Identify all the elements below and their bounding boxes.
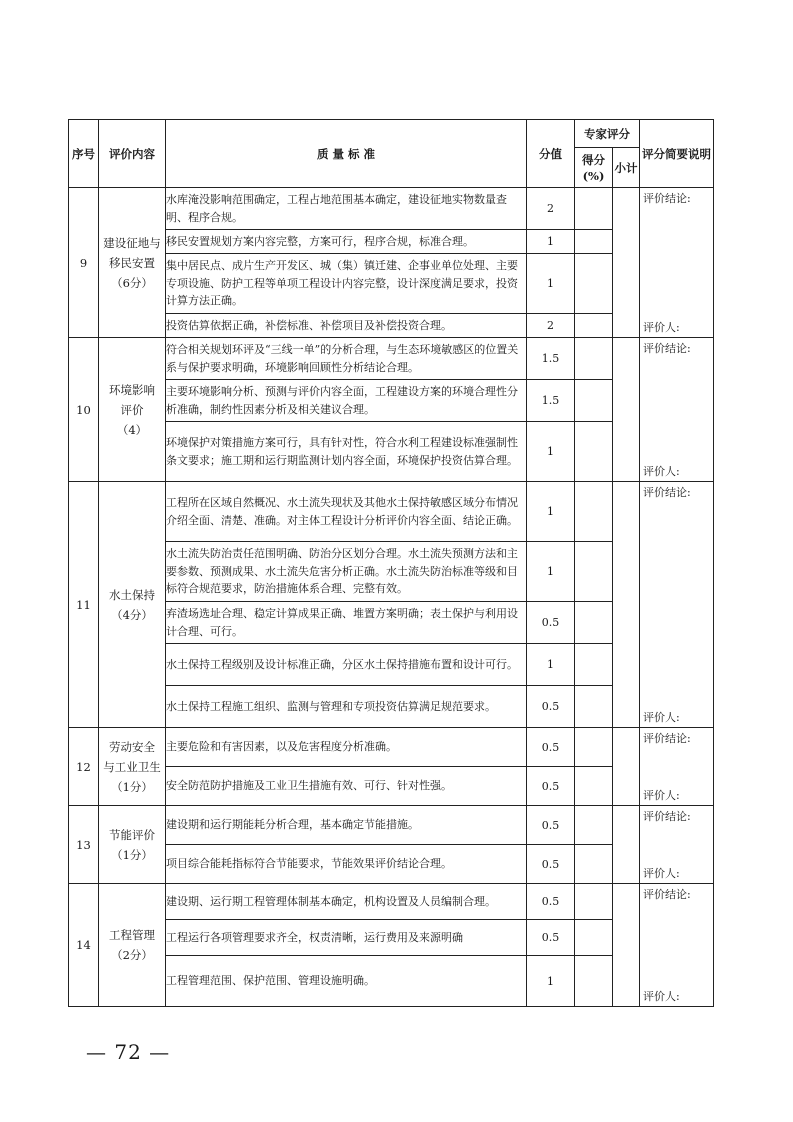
- seq-cell: 10: [69, 338, 99, 482]
- subtotal-input-cell[interactable]: [613, 806, 640, 884]
- content-title-line: （6分）: [111, 275, 153, 290]
- score-pct-input-cell[interactable]: [575, 956, 613, 1007]
- criterion-cell: 工程管理范围、保护范围、管理设施明确。: [166, 956, 527, 1007]
- points-cell: 0.5: [527, 686, 575, 728]
- conclusion-label: 评价结论:: [643, 732, 691, 745]
- remark-cell[interactable]: [640, 728, 714, 806]
- score-pct-input-cell[interactable]: [575, 845, 613, 884]
- header-remark: 评分简要说明: [640, 120, 714, 188]
- content-title-line: 劳动安全: [109, 739, 155, 754]
- score-pct-input-cell[interactable]: [575, 482, 613, 542]
- content-cell: [99, 884, 166, 1007]
- content-cell: [99, 806, 166, 884]
- criterion-cell: 移民安置规划方案内容完整，方案可行，程序合规，标准合理。: [166, 230, 527, 254]
- points-cell: 1: [527, 956, 575, 1007]
- score-pct-input-cell[interactable]: [575, 230, 613, 254]
- header-points: 分值: [527, 120, 575, 188]
- content-cell: [99, 728, 166, 806]
- seq-cell: 14: [69, 884, 99, 1007]
- criterion-cell: 水土保持工程级别及设计标准正确，分区水土保持措施布置和设计可行。: [166, 644, 527, 686]
- seq-cell: 9: [69, 188, 99, 338]
- seq-cell: 12: [69, 728, 99, 806]
- content-title-line: 建设征地与: [103, 235, 161, 250]
- points-cell: 1.5: [527, 380, 575, 422]
- conclusion-label: 评价结论:: [643, 888, 691, 901]
- seq-cell: 11: [69, 482, 99, 728]
- content-title-line: 环境影响: [109, 382, 155, 397]
- subtotal-input-cell[interactable]: [613, 728, 640, 806]
- score-pct-input-cell[interactable]: [575, 338, 613, 380]
- criterion-cell: 安全防范防护措施及工业卫生措施有效、可行、针对性强。: [166, 767, 527, 806]
- points-cell: 1: [527, 644, 575, 686]
- points-cell: 0.5: [527, 884, 575, 920]
- reviewer-label: 评价人:: [643, 465, 680, 478]
- conclusion-label: 评价结论:: [643, 486, 691, 499]
- remark-cell[interactable]: [640, 884, 714, 1007]
- score-pct-input-cell[interactable]: [575, 686, 613, 728]
- reviewer-label: 评价人:: [643, 321, 680, 334]
- points-cell: 0.5: [527, 806, 575, 845]
- table-row: [69, 188, 714, 230]
- points-cell: 1: [527, 542, 575, 602]
- header-standard: 质 量 标 准: [166, 120, 527, 188]
- remark-cell[interactable]: [640, 806, 714, 884]
- score-pct-input-cell[interactable]: [575, 884, 613, 920]
- conclusion-label: 评价结论:: [643, 192, 691, 205]
- points-cell: 1: [527, 230, 575, 254]
- score-pct-input-cell[interactable]: [575, 188, 613, 230]
- table-row: [69, 482, 714, 542]
- table-row: [69, 338, 714, 380]
- points-cell: 0.5: [527, 767, 575, 806]
- subtotal-input-cell[interactable]: [613, 482, 640, 728]
- points-cell: 0.5: [527, 728, 575, 767]
- points-cell: 0.5: [527, 845, 575, 884]
- reviewer-label: 评价人:: [643, 789, 680, 802]
- content-title-line: 节能评价: [109, 827, 155, 842]
- page-number: — 72 —: [86, 1040, 171, 1064]
- criterion-cell: 建设期和运行期能耗分析合理，基本确定节能措施。: [166, 806, 527, 845]
- content-title-line: 移民安置: [109, 255, 155, 270]
- criterion-cell: 工程运行各项管理要求齐全，权责清晰，运行费用及来源明确: [166, 920, 527, 956]
- content-title-line: （1分）: [111, 779, 153, 794]
- criterion-cell: 项目综合能耗指标符合节能要求，节能效果评价结论合理。: [166, 845, 527, 884]
- score-pct-input-cell[interactable]: [575, 422, 613, 482]
- conclusion-label: 评价结论:: [643, 810, 691, 823]
- points-cell: 1.5: [527, 338, 575, 380]
- score-pct-input-cell[interactable]: [575, 806, 613, 845]
- seq-cell: 13: [69, 806, 99, 884]
- score-pct-input-cell[interactable]: [575, 728, 613, 767]
- score-pct-input-cell[interactable]: [575, 380, 613, 422]
- content-cell: [99, 188, 166, 338]
- content-title-line: （4分）: [111, 607, 153, 622]
- score-pct-input-cell[interactable]: [575, 767, 613, 806]
- points-cell: 0.5: [527, 920, 575, 956]
- header-expert-score: 专家评分: [575, 120, 640, 148]
- points-cell: 0.5: [527, 602, 575, 644]
- table-row: [69, 806, 714, 845]
- criterion-cell: 环境保护对策措施方案可行，具有针对性，符合水利工程建设标准强制性条文要求；施工期和运行期监测计划内容全面，环境保护投资估算合理。: [166, 422, 527, 482]
- reviewer-label: 评价人:: [643, 711, 680, 724]
- remark-cell[interactable]: [640, 188, 714, 338]
- header-row-1: [69, 120, 714, 148]
- header-seq: 序号: [69, 120, 99, 188]
- remark-cell[interactable]: [640, 338, 714, 482]
- header-score-pct: [575, 148, 613, 188]
- remark-cell[interactable]: [640, 482, 714, 728]
- content-title-line: （2分）: [111, 948, 153, 962]
- subtotal-input-cell[interactable]: [613, 188, 640, 338]
- criterion-cell: 主要环境影响分析、预测与评价内容全面，工程建设方案的环境合理性分析准确，制约性因素分析及相关建议合理。: [166, 380, 527, 422]
- table-row: [69, 728, 714, 767]
- criterion-cell: 符合相关规划环评及“三线一单”的分析合理，与生态环境敏感区的位置关系与保护要求明确，环境影响回顾性分析结论合理。: [166, 338, 527, 380]
- reviewer-label: 评价人:: [643, 867, 680, 880]
- header-content: 评价内容: [99, 120, 166, 188]
- header-subtotal: 小计: [613, 148, 640, 188]
- criterion-cell: 建设期、运行期工程管理体制基本确定，机构设置及人员编制合理。: [166, 884, 527, 920]
- content-title-line: 评价: [120, 402, 144, 417]
- content-title-line: 水土保持: [109, 587, 155, 602]
- content-title-line: （1分）: [111, 847, 153, 862]
- score-pct-input-cell[interactable]: [575, 542, 613, 602]
- subtotal-input-cell[interactable]: [613, 338, 640, 482]
- criterion-cell: 投资估算依据正确，补偿标准、补偿项目及补偿投资合理。: [166, 314, 527, 338]
- criterion-cell: 工程所在区域自然概况、水土流失现状及其他水土保持敏感区域分布情况介绍全面、清楚、准确。对主体工程设计分析评价内容全面、结论正确。: [166, 482, 527, 542]
- reviewer-label: 评价人:: [643, 990, 680, 1003]
- conclusion-label: 评价结论:: [643, 342, 691, 355]
- subtotal-input-cell[interactable]: [613, 884, 640, 1007]
- score-pct-input-cell[interactable]: [575, 314, 613, 338]
- content-title-line: （4）: [116, 422, 148, 437]
- criterion-cell: 主要危险和有害因素，以及危害程度分析准确。: [166, 728, 527, 767]
- criterion-cell: 弃渣场选址合理、稳定计算成果正确、堆置方案明确；表土保护与利用设计合理、可行。: [166, 602, 527, 644]
- table-row: [69, 884, 714, 920]
- content-cell: [99, 338, 166, 482]
- points-cell: 1: [527, 254, 575, 314]
- header-score-pct-line2: (%): [582, 168, 605, 183]
- criterion-cell: 水库淹没影响范围确定，工程占地范围基本确定，建设征地实物数量查明、程序合规。: [166, 188, 527, 230]
- evaluation-table: [68, 119, 714, 1007]
- header-score-pct-line1: 得分: [582, 152, 605, 167]
- score-pct-input-cell[interactable]: [575, 602, 613, 644]
- points-cell: 2: [527, 314, 575, 338]
- points-cell: 2: [527, 188, 575, 230]
- content-title-line: 与工业卫生: [103, 759, 161, 774]
- points-cell: 1: [527, 422, 575, 482]
- criterion-cell: 集中居民点、成片生产开发区、城（集）镇迁建、企事业单位处理、主要专项设施、防护工程等单项工程设计内容完整，设计深度满足要求，投资计算方法正确。: [166, 254, 527, 314]
- points-cell: 1: [527, 482, 575, 542]
- criterion-cell: 水土流失防治责任范围明确、防治分区划分合理。水土流失预测方法和主要参数、预测成果、水土流失危害分析正确。水土流失防治标准等级和目标符合规范要求，防治措施体系合理、完整有效。: [166, 542, 527, 602]
- score-pct-input-cell[interactable]: [575, 254, 613, 314]
- criterion-cell: 水土保持工程施工组织、监测与管理和专项投资估算满足规范要求。: [166, 686, 527, 728]
- content-title-line: 工程管理: [109, 928, 155, 942]
- table-body: [69, 188, 714, 1007]
- score-pct-input-cell[interactable]: [575, 920, 613, 956]
- content-cell: [99, 482, 166, 728]
- score-pct-input-cell[interactable]: [575, 644, 613, 686]
